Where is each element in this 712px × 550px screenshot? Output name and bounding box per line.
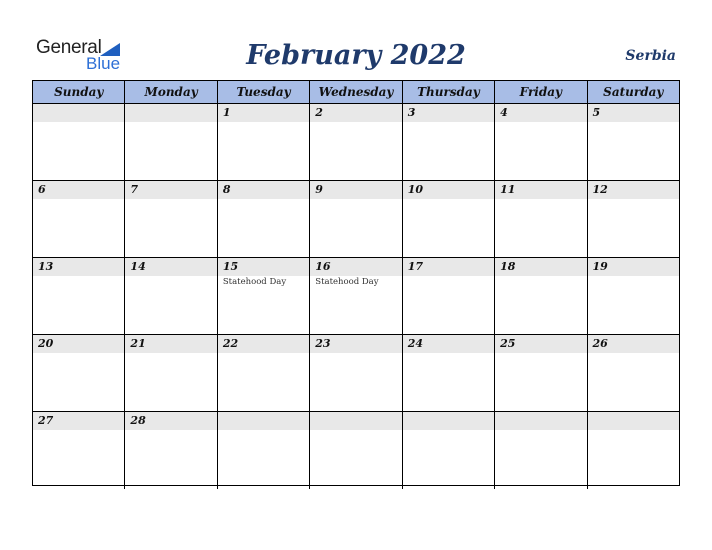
day-cell[interactable] [495, 181, 587, 257]
page-title: February 2022 [246, 40, 466, 71]
weekday-header: Thursday [403, 81, 495, 103]
weekday-header: Monday [125, 81, 217, 103]
weekday-header-row [33, 81, 679, 104]
day-cell[interactable] [495, 335, 587, 411]
day-number: 3 [407, 106, 416, 119]
date-bar [218, 412, 309, 430]
day-cell[interactable] [218, 258, 310, 334]
day-cell[interactable] [310, 258, 402, 334]
day-cell[interactable] [218, 335, 310, 411]
date-bar [218, 181, 309, 199]
date-bar [125, 181, 216, 199]
day-cell[interactable] [310, 181, 402, 257]
day-number: 23 [315, 337, 331, 350]
day-number: 28 [130, 414, 146, 427]
day-cell[interactable] [403, 258, 495, 334]
day-number: 1 [222, 106, 231, 119]
date-bar [495, 412, 586, 430]
week-row [33, 104, 679, 181]
day-cell[interactable] [33, 412, 125, 489]
day-number: 19 [592, 260, 608, 273]
date-bar [33, 181, 124, 199]
day-number: 9 [315, 183, 323, 196]
date-bar [403, 104, 494, 122]
logo-text-blue: Blue [86, 54, 121, 73]
day-cell[interactable] [588, 335, 679, 411]
day-cell[interactable] [588, 181, 679, 257]
day-number: 12 [592, 183, 608, 196]
day-cell[interactable] [403, 181, 495, 257]
day-number: 4 [500, 106, 508, 119]
day-cell[interactable] [588, 412, 679, 489]
day-cell[interactable] [310, 412, 402, 489]
day-cell[interactable] [218, 412, 310, 489]
day-cell[interactable] [403, 412, 495, 489]
weekday-header: Tuesday [218, 81, 310, 103]
date-bar [403, 412, 494, 430]
day-number: 2 [315, 106, 323, 119]
day-cell[interactable] [310, 104, 402, 180]
day-cell[interactable] [403, 104, 495, 180]
logo-text-general: General [36, 37, 102, 58]
day-cell[interactable] [588, 258, 679, 334]
day-cell[interactable] [310, 335, 402, 411]
day-number: 22 [222, 337, 239, 350]
day-number: 26 [592, 337, 608, 350]
day-number: 7 [130, 183, 139, 196]
day-number: 10 [407, 183, 423, 196]
day-number: 20 [38, 337, 54, 350]
day-cell[interactable] [33, 104, 125, 180]
day-number: 21 [130, 337, 146, 350]
day-cell[interactable] [33, 335, 125, 411]
day-number: 14 [130, 260, 146, 273]
day-cell[interactable] [218, 104, 310, 180]
date-bar [310, 104, 401, 122]
day-number: 5 [592, 106, 601, 119]
holiday-label: Statehood Day [222, 277, 287, 287]
weekday-header: Sunday [33, 81, 125, 103]
week-row [33, 181, 679, 258]
day-number: 11 [500, 183, 516, 196]
day-cell[interactable] [495, 412, 587, 489]
day-cell[interactable] [403, 335, 495, 411]
country-label: Serbia [625, 48, 676, 64]
weekday-header: Saturday [603, 85, 664, 99]
day-cell[interactable] [125, 104, 217, 180]
date-bar [310, 181, 401, 199]
day-cell[interactable] [495, 258, 587, 334]
day-number: 15 [222, 260, 239, 273]
weekday-header: Friday [495, 81, 587, 103]
date-bar [218, 104, 309, 122]
date-bar [125, 104, 216, 122]
date-bar [310, 412, 401, 430]
day-number: 16 [315, 260, 331, 273]
week-row [33, 258, 679, 335]
day-cell[interactable] [125, 258, 217, 334]
date-bar [33, 104, 124, 122]
day-number: 13 [38, 260, 54, 273]
day-number: 17 [407, 260, 423, 273]
day-cell[interactable] [125, 335, 217, 411]
day-number: 25 [500, 337, 516, 350]
date-bar [495, 104, 586, 122]
week-row [33, 412, 679, 489]
date-bar [588, 104, 679, 122]
week-row [33, 335, 679, 412]
day-number: 18 [500, 260, 516, 273]
weekday-header: Wednesday [310, 81, 402, 103]
day-number: 8 [222, 183, 231, 196]
day-cell[interactable] [125, 181, 217, 257]
day-number: 6 [38, 183, 46, 196]
day-cell[interactable] [495, 104, 587, 180]
day-cell[interactable] [125, 412, 217, 489]
weeks-container [33, 104, 679, 489]
date-bar [588, 412, 679, 430]
day-number: 27 [38, 414, 54, 427]
day-cell[interactable] [33, 181, 125, 257]
holiday-label: Statehood Day [315, 277, 379, 287]
calendar-grid [32, 80, 680, 486]
day-cell[interactable] [33, 258, 125, 334]
day-cell[interactable] [588, 104, 679, 180]
day-number: 24 [407, 337, 423, 350]
day-cell[interactable] [218, 181, 310, 257]
